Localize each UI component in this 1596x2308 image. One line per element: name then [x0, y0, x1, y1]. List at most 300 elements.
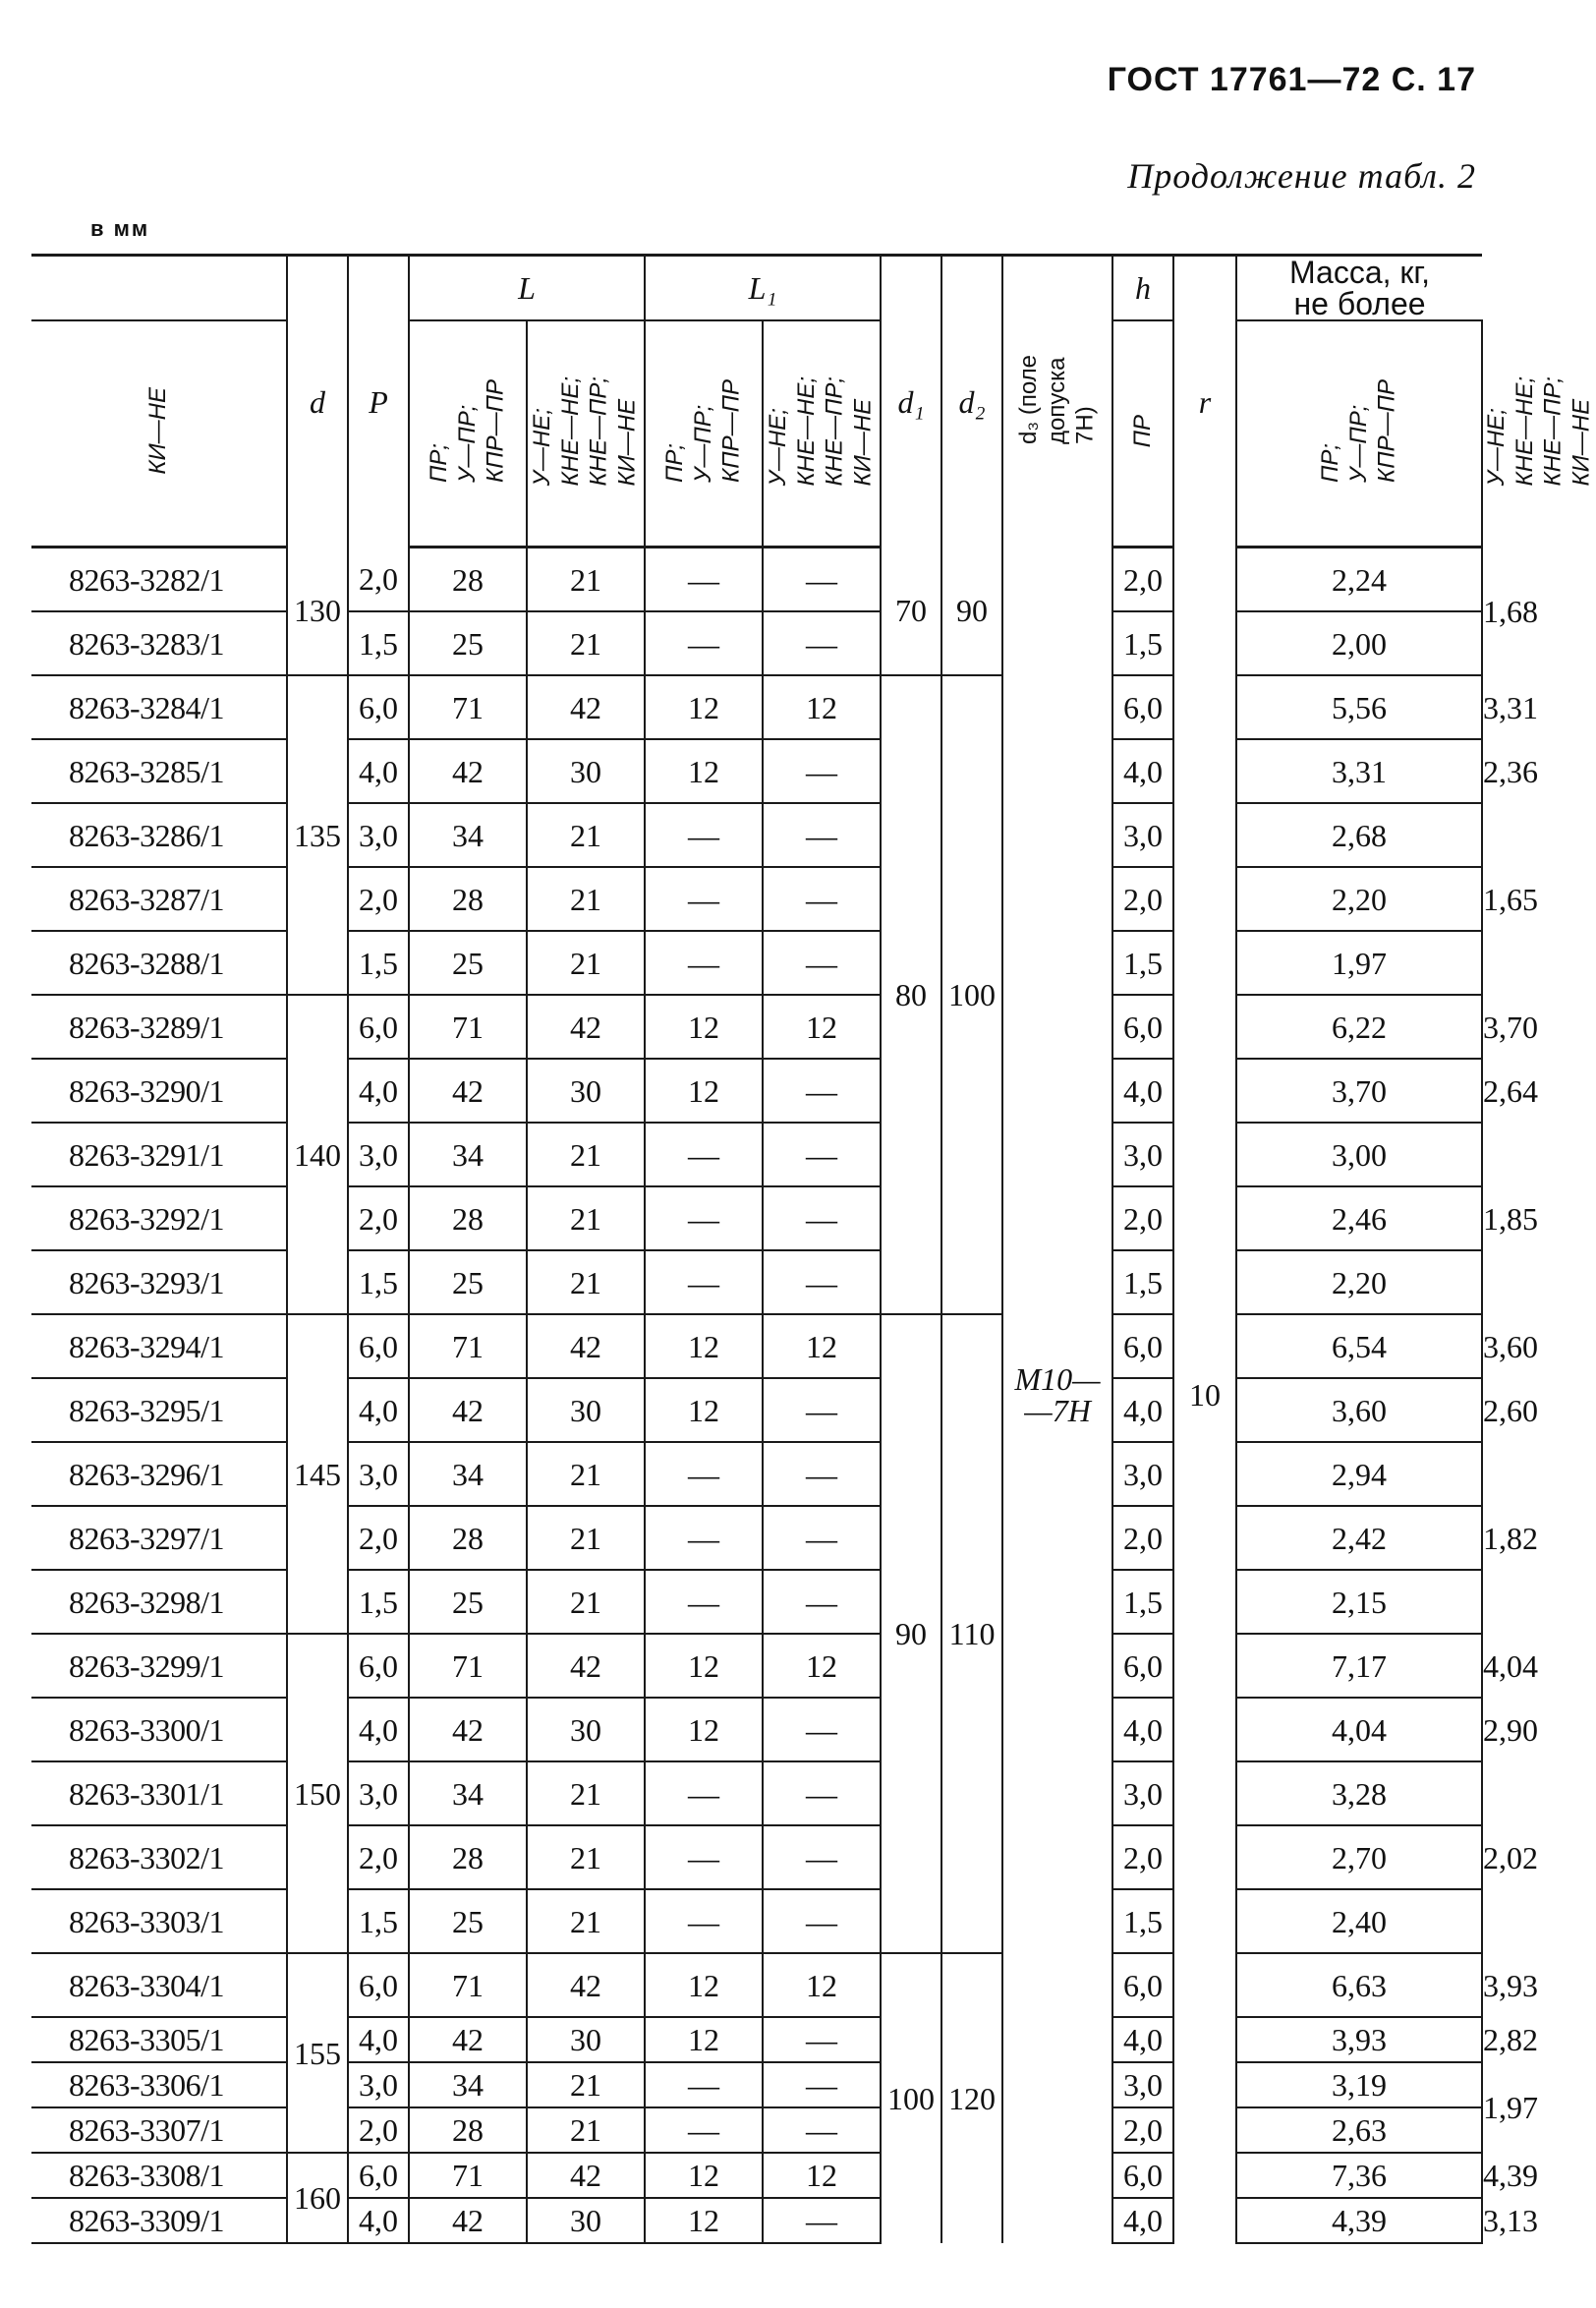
l1-ne-cell: — — [763, 1506, 881, 1570]
table-row — [31, 1570, 1482, 1634]
d2-cell: 100 — [941, 675, 1002, 1314]
l1-ne-cell: — — [763, 611, 881, 675]
l1-pr-cell: — — [645, 2062, 763, 2107]
p-cell: 2,0 — [348, 2107, 409, 2153]
l1-pr-cell: — — [645, 1250, 763, 1314]
l1-pr-cell: — — [645, 867, 763, 931]
l-ne-cell: 42 — [527, 1953, 645, 2017]
h-cell: 2,0 — [1112, 1506, 1173, 1570]
h-cell: 3,0 — [1112, 2062, 1173, 2107]
l-pr-cell: 34 — [409, 1761, 527, 1825]
header-blank — [31, 256, 287, 321]
l1-pr-cell: 12 — [645, 1378, 763, 1442]
table-row: 8263-3289/1 140 6,0 71 42 12 12 6,0 6,22 3,70 — [31, 995, 1482, 1059]
l1-ne-cell: 12 — [763, 675, 881, 739]
p-cell: 3,0 — [348, 2062, 409, 2107]
l-ne-cell: 21 — [527, 2107, 645, 2153]
h-cell: 3,0 — [1112, 1123, 1173, 1186]
d2-cell: 90 — [941, 548, 1002, 676]
l1-ne-cell: — — [763, 1378, 881, 1442]
l-ne-cell: 21 — [527, 1186, 645, 1250]
mass-pr-cell: 2,24 — [1236, 548, 1482, 612]
table-row — [31, 1889, 1482, 1953]
l-ne-cell: 21 — [527, 1570, 645, 1634]
h-cell: 6,0 — [1112, 2153, 1173, 2198]
p-cell: 6,0 — [348, 995, 409, 1059]
h-cell: 6,0 — [1112, 1953, 1173, 2017]
table-row: 8263-3284/1 135 6,0 71 42 12 12 80 100 6,0 5,56 3,31 — [31, 675, 1482, 739]
mass-pr-cell: 3,60 — [1236, 1378, 1482, 1442]
l-pr-cell: 71 — [409, 2153, 527, 2198]
l-pr-cell: 71 — [409, 1314, 527, 1378]
h-cell: 2,0 — [1112, 2107, 1173, 2153]
header-mass-text: Масса, кг, не более — [1289, 255, 1431, 321]
l-ne-cell: 30 — [527, 2017, 645, 2062]
header-l1-ne — [763, 320, 881, 548]
units-label: в мм — [90, 216, 150, 241]
p-cell: 1,5 — [348, 1889, 409, 1953]
h-cell: 3,0 — [1112, 1442, 1173, 1506]
table-row: 8263-3308/1 160 6,0 71 42 12 12 6,0 7,36 4,39 — [31, 2153, 1482, 2198]
table-row: 8263-3299/1 150 6,0 71 42 12 12 6,0 7,17 4,04 — [31, 1634, 1482, 1698]
l1-pr-cell: 12 — [645, 995, 763, 1059]
l1-pr-cell: — — [645, 1123, 763, 1186]
l1-pr-cell: — — [645, 803, 763, 867]
header-l-ne — [527, 320, 645, 548]
l-ne-cell: 30 — [527, 2198, 645, 2243]
header-mass — [1236, 256, 1482, 321]
p-cell: 1,5 — [348, 611, 409, 675]
l-pr-cell: 28 — [409, 867, 527, 931]
mass-pr-cell: 2,40 — [1236, 1889, 1482, 1953]
header-l1: L₁ — [645, 256, 881, 321]
l1-pr-cell: — — [645, 1761, 763, 1825]
l1-pr-cell: — — [645, 2107, 763, 2153]
p-cell: 4,0 — [348, 1698, 409, 1761]
h-cell: 1,5 — [1112, 931, 1173, 995]
designation-cell: 8263-3307/1 — [31, 2107, 287, 2153]
p-cell: 6,0 — [348, 1953, 409, 2017]
l1-ne-cell: — — [763, 1761, 881, 1825]
p-cell: 2,0 — [348, 1825, 409, 1889]
mass-pr-cell: 2,94 — [1236, 1442, 1482, 1506]
header-d3 — [1002, 256, 1112, 548]
l-pr-cell: 42 — [409, 2017, 527, 2062]
l-pr-cell: 42 — [409, 739, 527, 803]
designation-cell: 8263-3296/1 — [31, 1442, 287, 1506]
header-d1: d₁ — [881, 256, 941, 548]
table-row — [31, 867, 1482, 931]
p-cell: 4,0 — [348, 2198, 409, 2243]
d1-cell: 70 — [881, 548, 941, 676]
l-ne-cell: 21 — [527, 1123, 645, 1186]
mass-pr-cell: 2,63 — [1236, 2107, 1482, 2153]
table-row: 8263-3305/1 4,0 42 30 12 — 4,0 3,93 2,82 — [31, 2017, 1482, 2062]
mass-pr-cell: 2,15 — [1236, 1570, 1482, 1634]
h-cell: 3,0 — [1112, 803, 1173, 867]
p-cell: 6,0 — [348, 2153, 409, 2198]
h-cell: 2,0 — [1112, 1186, 1173, 1250]
designation-cell: 8263-3287/1 — [31, 867, 287, 931]
h-cell: 4,0 — [1112, 1059, 1173, 1123]
p-cell: 4,0 — [348, 1378, 409, 1442]
h-cell: 2,0 — [1112, 867, 1173, 931]
l-pr-cell: 28 — [409, 1825, 527, 1889]
l1-ne-cell: — — [763, 1889, 881, 1953]
p-cell: 3,0 — [348, 1123, 409, 1186]
d3-thread-value: М10— —7H — [1014, 1361, 1101, 1429]
mass-pr-cell: 3,70 — [1236, 1059, 1482, 1123]
designation-cell: 8263-3291/1 — [31, 1123, 287, 1186]
header-mass-pr — [1236, 320, 1482, 548]
designation-cell: 8263-3297/1 — [31, 1506, 287, 1570]
r-cell: 10 — [1173, 548, 1236, 2244]
mass-pr-cell: 3,93 — [1236, 2017, 1482, 2062]
p-cell: 1,5 — [348, 931, 409, 995]
l1-ne-cell: — — [763, 1250, 881, 1314]
l1-ne-cell: 12 — [763, 995, 881, 1059]
p-cell: 3,0 — [348, 803, 409, 867]
l1-pr-cell: — — [645, 931, 763, 995]
l1-pr-cell: 12 — [645, 2153, 763, 2198]
l1-ne-cell: — — [763, 1059, 881, 1123]
l-ne-cell: 21 — [527, 548, 645, 612]
d2-cell: 110 — [941, 1314, 1002, 1953]
l-ne-cell: 30 — [527, 1378, 645, 1442]
h-cell: 4,0 — [1112, 2017, 1173, 2062]
header-mass-ne-text: У—НЕ; КНЕ—НЕ; КНЕ—ПР; КИ—НЕ — [1483, 375, 1595, 487]
table-row: 8263-3286/1 3,0 34 21 — — 3,0 2,68 1,65 — [31, 803, 1482, 867]
p-cell: 6,0 — [348, 1634, 409, 1698]
l-ne-cell: 42 — [527, 675, 645, 739]
l-pr-cell: 25 — [409, 1570, 527, 1634]
mass-pr-cell: 2,46 — [1236, 1186, 1482, 1250]
d-cell: 135 — [287, 675, 348, 995]
l-ne-cell: 30 — [527, 1059, 645, 1123]
l1-pr-cell: 12 — [645, 1953, 763, 2017]
designation-cell: 8263-3295/1 — [31, 1378, 287, 1442]
l-pr-cell: 25 — [409, 611, 527, 675]
mass-pr-cell: 3,31 — [1236, 739, 1482, 803]
l1-pr-cell: — — [645, 1506, 763, 1570]
designation-cell: 8263-3298/1 — [31, 1570, 287, 1634]
table-row: 8263-3282/1 130 2,0 28 21 — — 70 90 М10— —7H 2,0 10 2,24 1,68 — [31, 548, 1482, 612]
l-ne-cell: 42 — [527, 1314, 645, 1378]
table-row: 8263-3300/1 4,0 42 30 12 — 4,0 4,04 2,90 — [31, 1698, 1482, 1761]
mass-pr-cell: 6,63 — [1236, 1953, 1482, 2017]
p-cell: 6,0 — [348, 675, 409, 739]
l-ne-cell: 21 — [527, 803, 645, 867]
mass-pr-cell: 7,17 — [1236, 1634, 1482, 1698]
header-r: r — [1173, 256, 1236, 548]
l-ne-cell: 42 — [527, 2153, 645, 2198]
d1-cell: 80 — [881, 675, 941, 1314]
l-pr-cell: 34 — [409, 1442, 527, 1506]
designation-cell: 8263-3305/1 — [31, 2017, 287, 2062]
l-ne-cell: 21 — [527, 1506, 645, 1570]
l1-ne-cell: — — [763, 1698, 881, 1761]
designation-cell: 8263-3301/1 — [31, 1761, 287, 1825]
table-row: 8263-3306/1 3,0 34 21 — — 3,0 3,19 1,97 — [31, 2062, 1482, 2107]
mass-pr-cell: 6,54 — [1236, 1314, 1482, 1378]
mass-pr-cell: 4,04 — [1236, 1698, 1482, 1761]
mass-pr-cell: 5,56 — [1236, 675, 1482, 739]
header-l1-pr-text: ПР; У—ПР; КПР—ПР — [660, 379, 745, 483]
designation-cell: 8263-3292/1 — [31, 1186, 287, 1250]
d1-cell: 90 — [881, 1314, 941, 1953]
header-designation-text: КИ—НЕ — [144, 387, 172, 475]
designation-cell: 8263-3284/1 — [31, 675, 287, 739]
h-cell: 1,5 — [1112, 1570, 1173, 1634]
table-row: 8263-3294/1 145 6,0 71 42 12 12 90 110 6,0 6,54 3,60 — [31, 1314, 1482, 1378]
l-ne-cell: 21 — [527, 1761, 645, 1825]
mass-pr-cell: 2,68 — [1236, 803, 1482, 867]
p-cell: 2,0 — [348, 548, 409, 612]
table-row: 8263-3301/1 3,0 34 21 — — 3,0 3,28 2,02 — [31, 1761, 1482, 1825]
table-row — [31, 611, 1482, 675]
l1-pr-cell: — — [645, 1889, 763, 1953]
mass-pr-cell: 7,36 — [1236, 2153, 1482, 2198]
l1-ne-cell: — — [763, 548, 881, 612]
header-h-pr — [1112, 320, 1173, 548]
l-pr-cell: 25 — [409, 1889, 527, 1953]
table-row: 8263-3304/1 155 6,0 71 42 12 12 100 120 6,0 6,63 3,93 — [31, 1953, 1482, 2017]
p-cell: 2,0 — [348, 867, 409, 931]
l-ne-cell: 21 — [527, 1889, 645, 1953]
mass-pr-cell: 2,20 — [1236, 867, 1482, 931]
mass-pr-cell: 4,39 — [1236, 2198, 1482, 2243]
l1-ne-cell: 12 — [763, 2153, 881, 2198]
header-p: P — [348, 256, 409, 548]
designation-cell: 8263-3306/1 — [31, 2062, 287, 2107]
l1-ne-cell: 12 — [763, 1953, 881, 2017]
h-cell: 6,0 — [1112, 995, 1173, 1059]
l1-ne-cell: — — [763, 931, 881, 995]
table-body — [31, 548, 1539, 2244]
l1-ne-cell: — — [763, 739, 881, 803]
h-cell: 1,5 — [1112, 1250, 1173, 1314]
table-continuation-title: Продолжение табл. 2 — [1127, 156, 1476, 196]
designation-cell: 8263-3308/1 — [31, 2153, 287, 2198]
l1-pr-cell: 12 — [645, 1634, 763, 1698]
mass-pr-cell: 3,00 — [1236, 1123, 1482, 1186]
header-d2: d₂ — [941, 256, 1002, 548]
l-pr-cell: 34 — [409, 803, 527, 867]
table-row: 8263-3291/1 3,0 34 21 — — 3,0 3,00 1,85 — [31, 1123, 1482, 1186]
l-pr-cell: 25 — [409, 931, 527, 995]
p-cell: 1,5 — [348, 1250, 409, 1314]
h-cell: 6,0 — [1112, 1634, 1173, 1698]
l-pr-cell: 25 — [409, 1250, 527, 1314]
l1-ne-cell: — — [763, 1442, 881, 1506]
l1-ne-cell: — — [763, 1186, 881, 1250]
p-cell: 4,0 — [348, 1059, 409, 1123]
l1-pr-cell: — — [645, 1825, 763, 1889]
mass-pr-cell: 2,20 — [1236, 1250, 1482, 1314]
l-ne-cell: 21 — [527, 2062, 645, 2107]
table-row: 8263-3309/1 4,0 42 30 12 — 4,0 4,39 3,13 — [31, 2198, 1482, 2243]
table-row — [31, 931, 1482, 995]
l-ne-cell: 42 — [527, 1634, 645, 1698]
l1-pr-cell: — — [645, 611, 763, 675]
p-cell: 1,5 — [348, 1570, 409, 1634]
header-l: L — [409, 256, 645, 321]
l-ne-cell: 21 — [527, 1442, 645, 1506]
table-row: 8263-3296/1 3,0 34 21 — — 3,0 2,94 1,82 — [31, 1442, 1482, 1506]
designation-cell: 8263-3299/1 — [31, 1634, 287, 1698]
l-pr-cell: 71 — [409, 1953, 527, 2017]
header-l1-pr — [645, 320, 763, 548]
p-cell: 6,0 — [348, 1314, 409, 1378]
l-pr-cell: 34 — [409, 2062, 527, 2107]
l1-ne-cell: — — [763, 867, 881, 931]
designation-cell: 8263-3289/1 — [31, 995, 287, 1059]
l-ne-cell: 21 — [527, 1250, 645, 1314]
d1-cell: 100 — [881, 1953, 941, 2243]
table-row: 8263-3285/1 4,0 42 30 12 — 4,0 3,31 2,36 — [31, 739, 1482, 803]
header-mass-pr-text: ПР; У—ПР; КПР—ПР — [1316, 379, 1400, 483]
h-cell: 1,5 — [1112, 1889, 1173, 1953]
l1-ne-cell: — — [763, 1123, 881, 1186]
l-ne-cell: 21 — [527, 867, 645, 931]
l1-pr-cell: 12 — [645, 1059, 763, 1123]
l1-pr-cell: — — [645, 548, 763, 612]
l-ne-cell: 21 — [527, 611, 645, 675]
l1-ne-cell: 12 — [763, 1314, 881, 1378]
header-l-ne-text: У—НЕ; КНЕ—НЕ; КНЕ—ПР; КИ—НЕ — [529, 375, 641, 487]
l1-pr-cell: 12 — [645, 1698, 763, 1761]
d-cell: 155 — [287, 1953, 348, 2153]
mass-pr-cell: 2,00 — [1236, 611, 1482, 675]
p-cell: 2,0 — [348, 1506, 409, 1570]
l-pr-cell: 42 — [409, 1059, 527, 1123]
h-cell: 4,0 — [1112, 2198, 1173, 2243]
designation-cell: 8263-3285/1 — [31, 739, 287, 803]
designation-cell: 8263-3286/1 — [31, 803, 287, 867]
mass-pr-cell: 6,22 — [1236, 995, 1482, 1059]
d-cell: 140 — [287, 995, 348, 1314]
l1-ne-cell: — — [763, 1825, 881, 1889]
l-pr-cell: 42 — [409, 1698, 527, 1761]
mass-pr-cell: 3,19 — [1236, 2062, 1482, 2107]
h-cell: 2,0 — [1112, 1825, 1173, 1889]
h-cell: 4,0 — [1112, 739, 1173, 803]
page-header: ГОСТ 17761—72 С. 17 — [1107, 61, 1476, 98]
h-cell: 4,0 — [1112, 1378, 1173, 1442]
d2-cell: 120 — [941, 1953, 1002, 2243]
l-pr-cell: 71 — [409, 675, 527, 739]
l1-pr-cell: 12 — [645, 739, 763, 803]
table-row — [31, 1186, 1482, 1250]
mass-pr-cell: 2,70 — [1236, 1825, 1482, 1889]
header-row-top — [31, 256, 1482, 321]
l-pr-cell: 42 — [409, 1378, 527, 1442]
h-cell: 6,0 — [1112, 675, 1173, 739]
header-h-pr-text: ПР — [1128, 414, 1156, 448]
h-cell: 2,0 — [1112, 548, 1173, 612]
d3-thread-cell — [1002, 548, 1112, 2244]
l1-ne-cell: — — [763, 2017, 881, 2062]
l1-pr-cell: — — [645, 1186, 763, 1250]
h-cell: 1,5 — [1112, 611, 1173, 675]
header-l-pr-text: ПР; У—ПР; КПР—ПР — [425, 379, 509, 483]
p-cell: 3,0 — [348, 1761, 409, 1825]
l1-ne-cell: 12 — [763, 1634, 881, 1698]
p-cell: 3,0 — [348, 1442, 409, 1506]
table-row — [31, 2107, 1482, 2153]
designation-cell: 8263-3303/1 — [31, 1889, 287, 1953]
header-designation — [31, 320, 287, 548]
d-cell: 145 — [287, 1314, 348, 1634]
l1-pr-cell: 12 — [645, 2198, 763, 2243]
table-row — [31, 1250, 1482, 1314]
header-d: d — [287, 256, 348, 548]
d-cell: 160 — [287, 2153, 348, 2243]
header-l1-ne-text: У—НЕ; КНЕ—НЕ; КНЕ—ПР; КИ—НЕ — [765, 375, 877, 487]
header-row-sub — [31, 320, 1482, 548]
l-ne-cell: 30 — [527, 739, 645, 803]
h-cell: 4,0 — [1112, 1698, 1173, 1761]
l-pr-cell: 71 — [409, 995, 527, 1059]
table-row: 8263-3290/1 4,0 42 30 12 — 4,0 3,70 2,64 — [31, 1059, 1482, 1123]
l-pr-cell: 28 — [409, 1506, 527, 1570]
table-row: 8263-3295/1 4,0 42 30 12 — 4,0 3,60 2,60 — [31, 1378, 1482, 1442]
l1-ne-cell: — — [763, 2062, 881, 2107]
designation-cell: 8263-3283/1 — [31, 611, 287, 675]
designation-cell: 8263-3290/1 — [31, 1059, 287, 1123]
d-cell: 150 — [287, 1634, 348, 1953]
l-ne-cell: 42 — [527, 995, 645, 1059]
h-cell: 3,0 — [1112, 1761, 1173, 1825]
h-cell: 6,0 — [1112, 1314, 1173, 1378]
table-row — [31, 1825, 1482, 1889]
dimensions-table — [31, 254, 1595, 2244]
designation-cell: 8263-3309/1 — [31, 2198, 287, 2243]
l-pr-cell: 28 — [409, 548, 527, 612]
mass-pr-cell: 3,28 — [1236, 1761, 1482, 1825]
designation-cell: 8263-3304/1 — [31, 1953, 287, 2017]
l1-ne-cell: — — [763, 803, 881, 867]
l-pr-cell: 28 — [409, 2107, 527, 2153]
l-pr-cell: 42 — [409, 2198, 527, 2243]
l-pr-cell: 34 — [409, 1123, 527, 1186]
designation-cell: 8263-3282/1 — [31, 548, 287, 612]
header-d3-text: d₃ (поле допуска 7H) — [1014, 354, 1099, 444]
designation-cell: 8263-3302/1 — [31, 1825, 287, 1889]
header-h: h — [1112, 256, 1173, 321]
l1-pr-cell: — — [645, 1442, 763, 1506]
l-pr-cell: 28 — [409, 1186, 527, 1250]
d-cell: 130 — [287, 548, 348, 676]
p-cell: 4,0 — [348, 2017, 409, 2062]
l-ne-cell: 21 — [527, 931, 645, 995]
l-ne-cell: 21 — [527, 1825, 645, 1889]
mass-pr-cell: 1,97 — [1236, 931, 1482, 995]
l-ne-cell: 30 — [527, 1698, 645, 1761]
l1-pr-cell: 12 — [645, 2017, 763, 2062]
header-l-pr — [409, 320, 527, 548]
table-row — [31, 1506, 1482, 1570]
l1-ne-cell: — — [763, 2198, 881, 2243]
l1-ne-cell: — — [763, 2107, 881, 2153]
l1-pr-cell: 12 — [645, 1314, 763, 1378]
p-cell: 2,0 — [348, 1186, 409, 1250]
l1-pr-cell: 12 — [645, 675, 763, 739]
designation-cell: 8263-3300/1 — [31, 1698, 287, 1761]
designation-cell: 8263-3293/1 — [31, 1250, 287, 1314]
designation-cell: 8263-3294/1 — [31, 1314, 287, 1378]
l1-pr-cell: — — [645, 1570, 763, 1634]
